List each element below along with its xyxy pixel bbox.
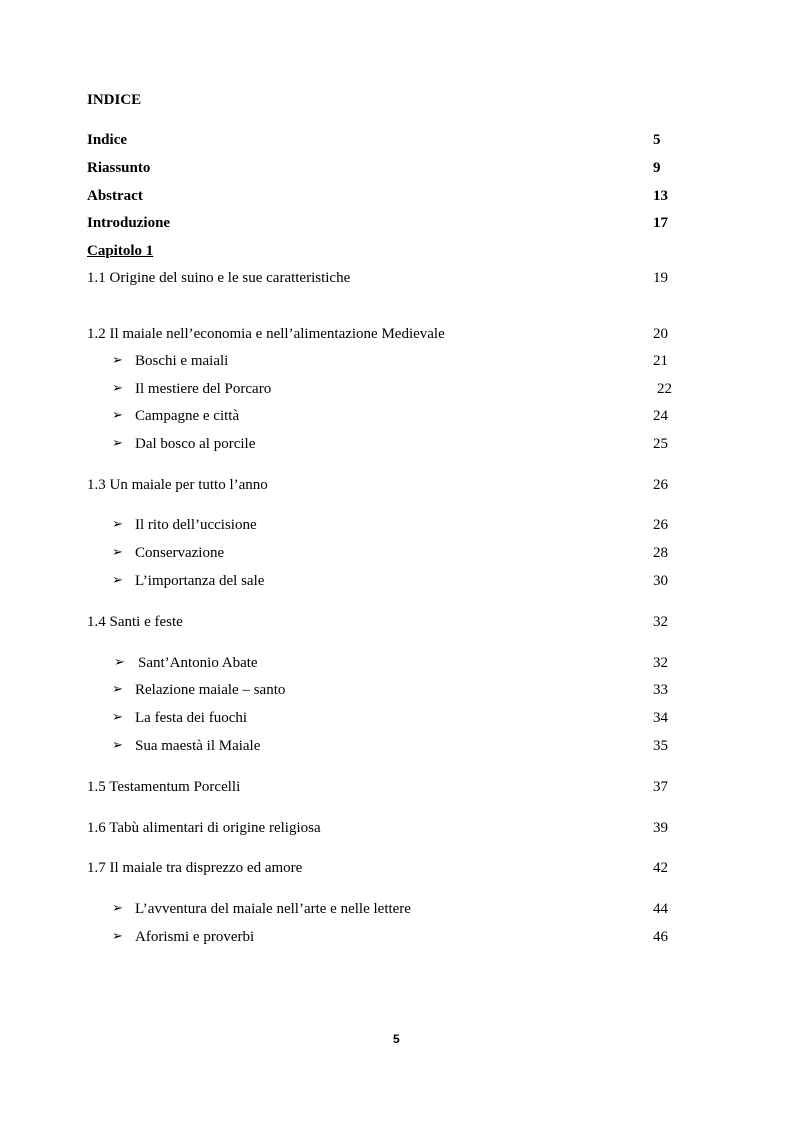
toc-entry-page: 37	[653, 779, 668, 795]
toc-entry-page: 39	[653, 820, 668, 836]
toc-subentry-title[interactable]: Il mestiere del Porcaro	[135, 381, 272, 397]
arrow-bullet-icon: ➢	[112, 517, 123, 532]
arrow-bullet-icon: ➢	[112, 901, 123, 916]
toc-subentry-title[interactable]: L’importanza del sale	[135, 573, 265, 589]
arrow-bullet-icon: ➢	[112, 545, 123, 560]
toc-entry-page: 5	[653, 132, 661, 148]
toc-entry-page: 9	[653, 160, 661, 176]
chapter-heading[interactable]: Capitolo 1	[87, 243, 154, 259]
toc-entry-page: 20	[653, 326, 668, 342]
toc-subentry-title[interactable]: Relazione maiale – santo	[135, 682, 286, 698]
arrow-bullet-icon: ➢	[112, 738, 123, 753]
toc-subentry-title[interactable]: Boschi e maiali	[135, 353, 229, 369]
toc-entry-page: 26	[653, 477, 668, 493]
toc-entry-page: 34	[653, 710, 668, 726]
toc-section-title[interactable]: 1.1 Origine del suino e le sue caratteristiche	[87, 270, 351, 286]
toc-section-title[interactable]: 1.7 Il maiale tra disprezzo ed amore	[87, 860, 303, 876]
toc-entry-page: 25	[653, 436, 668, 452]
toc-section-title[interactable]: 1.3 Un maiale per tutto l’anno	[87, 477, 268, 493]
arrow-bullet-icon: ➢	[112, 408, 123, 423]
toc-entry-page: 19	[653, 270, 668, 286]
toc-entry-page: 13	[653, 188, 668, 204]
toc-entry-page: 26	[653, 517, 668, 533]
arrow-bullet-icon: ➢	[114, 655, 125, 670]
toc-section-title[interactable]: 1.5 Testamentum Porcelli	[87, 779, 241, 795]
toc-subentry-title[interactable]: Campagne e città	[135, 408, 240, 424]
toc-entry-page: 32	[653, 614, 668, 630]
toc-section-title[interactable]: 1.2 Il maiale nell’economia e nell’alimentazione Medievale	[87, 326, 445, 342]
arrow-bullet-icon: ➢	[112, 573, 123, 588]
toc-entry-page: 21	[653, 353, 668, 369]
toc-entry-page: 22	[657, 381, 672, 397]
toc-section-title[interactable]: 1.6 Tabù alimentari di origine religiosa	[87, 820, 321, 836]
toc-entry-page: 17	[653, 215, 668, 231]
toc-subentry-title[interactable]: Dal bosco al porcile	[135, 436, 256, 452]
toc-subentry-title[interactable]: Conservazione	[135, 545, 225, 561]
arrow-bullet-icon: ➢	[112, 381, 123, 396]
arrow-bullet-icon: ➢	[112, 682, 123, 697]
arrow-bullet-icon: ➢	[112, 929, 123, 944]
toc-subentry-title[interactable]: Sant’Antonio Abate	[138, 655, 258, 671]
toc-entry-title[interactable]: Introduzione	[87, 215, 171, 231]
toc-entry-page: 30	[653, 573, 668, 589]
page-title: INDICE	[87, 92, 142, 108]
arrow-bullet-icon: ➢	[112, 710, 123, 725]
toc-subentry-title[interactable]: Sua maestà il Maiale	[135, 738, 261, 754]
toc-entry-page: 42	[653, 860, 668, 876]
toc-entry-title[interactable]: Riassunto	[87, 160, 151, 176]
page-number: 5	[393, 1032, 400, 1046]
toc-entry-page: 33	[653, 682, 668, 698]
toc-entry-title[interactable]: Indice	[87, 132, 128, 148]
toc-entry-page: 35	[653, 738, 668, 754]
arrow-bullet-icon: ➢	[112, 353, 123, 368]
toc-entry-page: 44	[653, 901, 668, 917]
toc-section-title[interactable]: 1.4 Santi e feste	[87, 614, 183, 630]
toc-entry-page: 46	[653, 929, 668, 945]
toc-entry-page: 24	[653, 408, 668, 424]
toc-subentry-title[interactable]: La festa dei fuochi	[135, 710, 248, 726]
toc-entry-page: 32	[653, 655, 668, 671]
toc-subentry-title[interactable]: Aforismi e proverbi	[135, 929, 255, 945]
toc-subentry-title[interactable]: L’avventura del maiale nell’arte e nelle lettere	[135, 901, 411, 917]
toc-entry-page: 28	[653, 545, 668, 561]
arrow-bullet-icon: ➢	[112, 436, 123, 451]
toc-subentry-title[interactable]: Il rito dell’uccisione	[135, 517, 257, 533]
toc-entry-title[interactable]: Abstract	[87, 188, 143, 204]
